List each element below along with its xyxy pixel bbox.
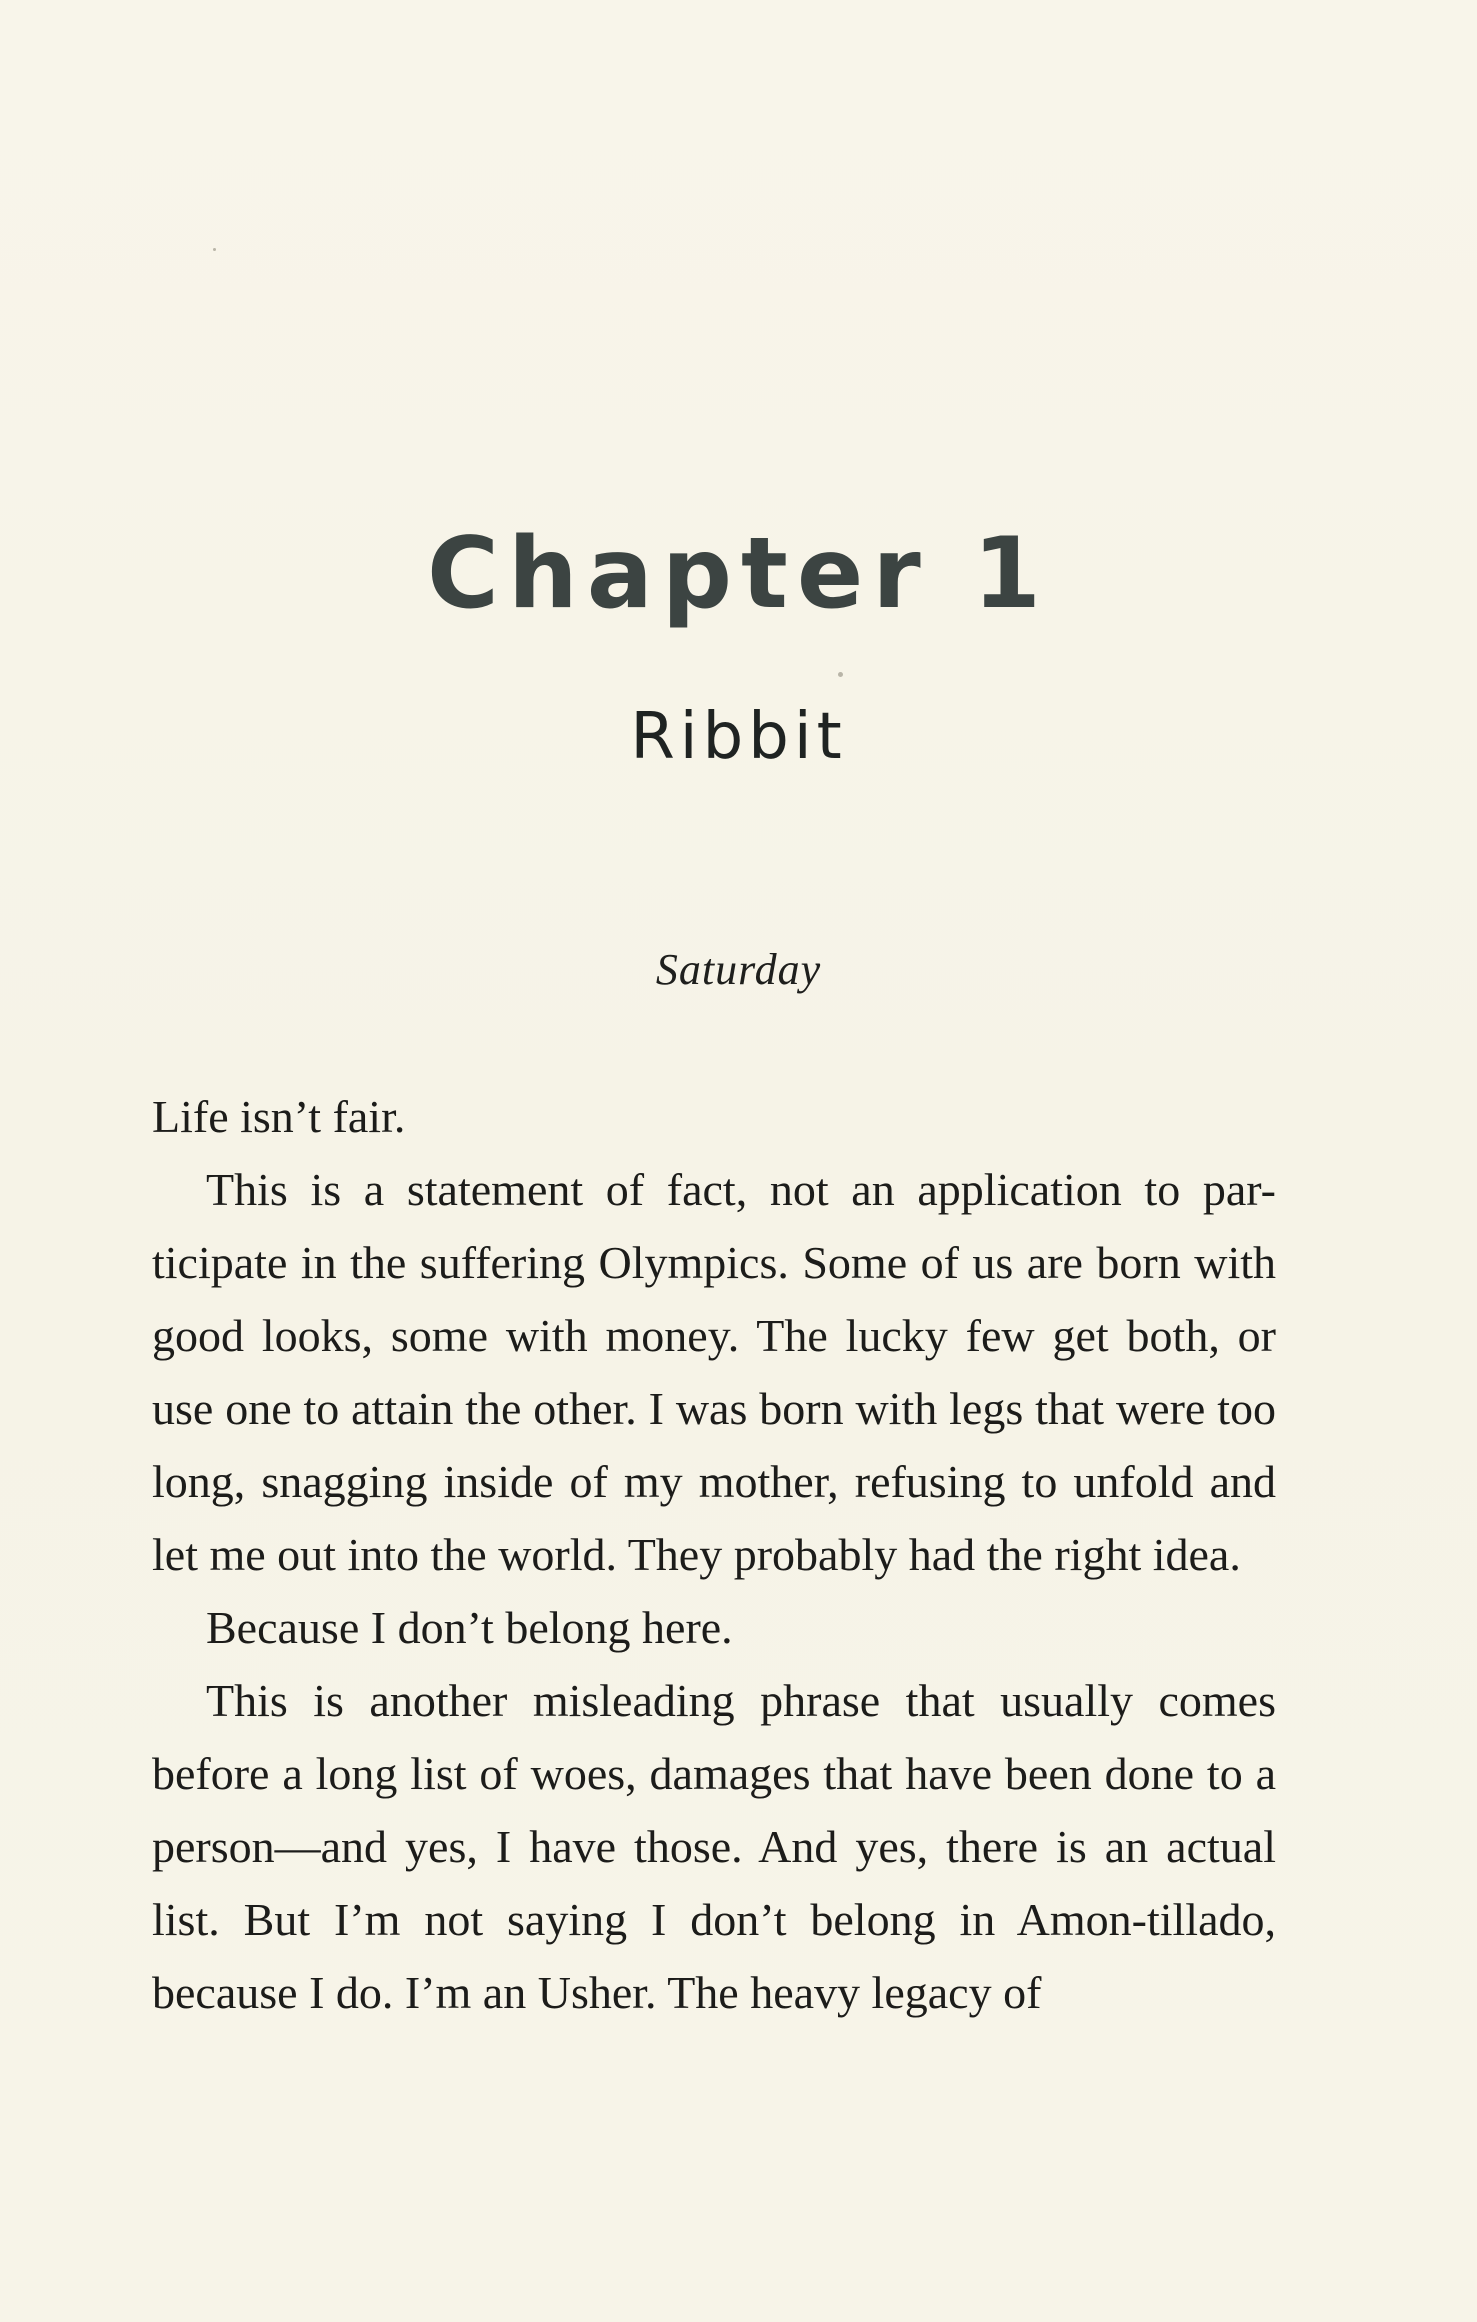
paragraph: This is another misleading phrase that usually comes before a long list of woes, damages that have been done to a person—and yes, I have those. And yes, there is an actual list. But I’m not saying I don’t belong in Amon-tillado, because I do. I’m an Usher. The heavy legacy of xyxy=(152,1675,1276,2018)
paper-speck xyxy=(213,248,216,251)
chapter-dateline: Saturday xyxy=(655,945,822,994)
paper-speck xyxy=(838,672,843,677)
paragraph: This is a statement of fact, not an application to par-ticipate in the suffering Olympics. Some of us are born with good looks, some with money. The lucky few get both, or use one to attain the other. I was born with legs that were too long, snagging inside of my mother, refusing to unfold and let me out into the world. They probably had the right idea. xyxy=(152,1164,1276,1580)
paragraph: Because I don’t belong here. xyxy=(206,1602,733,1653)
chapter-heading: Chapter 1 xyxy=(427,517,1050,631)
body-text xyxy=(152,1080,1276,2029)
paragraph: Life isn’t fair. xyxy=(152,1091,406,1142)
chapter-title: Ribbit xyxy=(630,700,847,774)
